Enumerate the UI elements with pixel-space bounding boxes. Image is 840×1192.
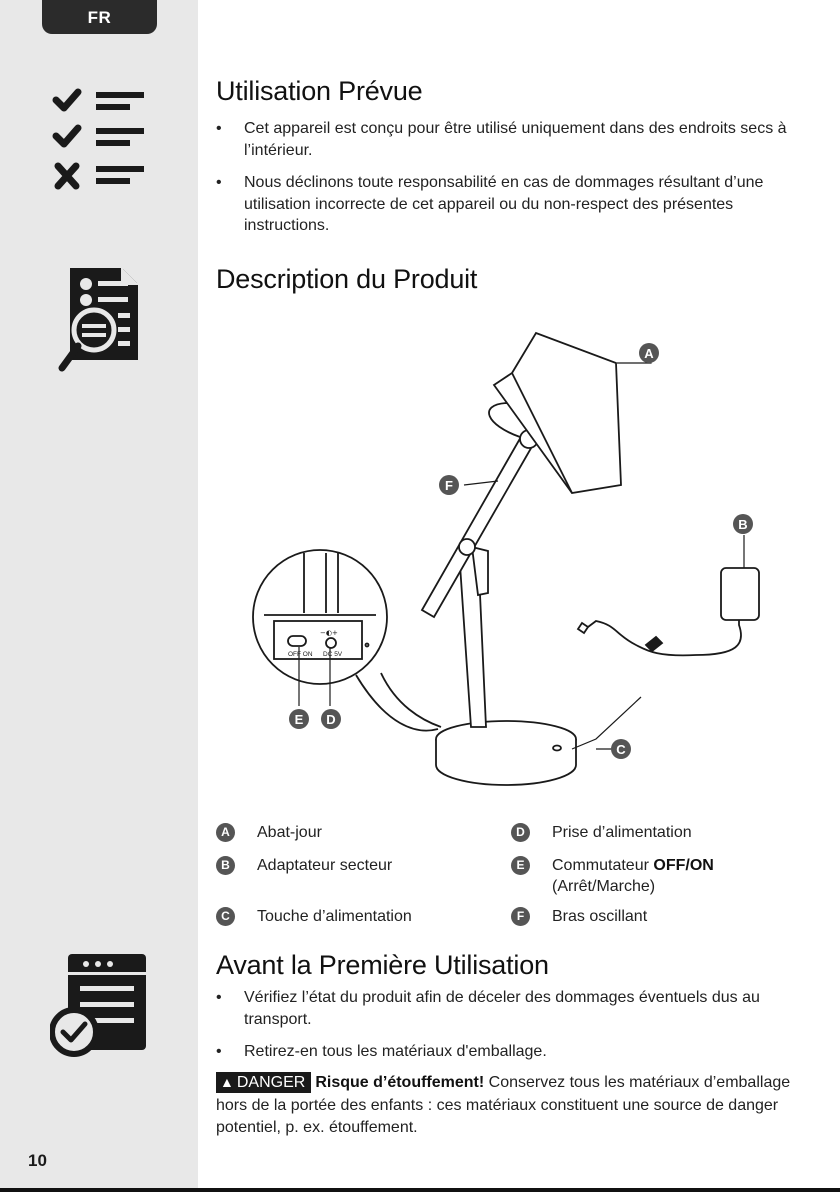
legend-letter: D	[511, 823, 530, 842]
document-search-icon	[58, 266, 142, 372]
legend-letter: E	[511, 856, 530, 875]
bottom-rule	[0, 1188, 840, 1192]
callout-b: B	[738, 517, 748, 532]
danger-badge-label: DANGER	[236, 1074, 306, 1091]
legend-item-b	[216, 855, 392, 876]
callout-e: E	[294, 712, 304, 727]
before-first-use-list	[216, 987, 796, 1074]
legend-label-prefix: Commutateur	[552, 857, 654, 874]
danger-text: Conservez tous les matériaux d’emballage hors de la portée des enfants : ces matériaux constituent une source de danger potentiel, p. ex. étouffement.	[216, 1074, 791, 1136]
callout-a: A	[644, 346, 654, 361]
parts-legend	[216, 820, 806, 935]
danger-title: Risque d’étouffement!	[315, 1074, 485, 1091]
legend-item-f	[511, 906, 647, 927]
legend-label	[552, 855, 714, 897]
callout-c: C	[616, 742, 626, 757]
intended-use-list	[216, 118, 796, 248]
callout-f: F	[445, 478, 453, 493]
checklist-icon	[52, 88, 146, 190]
legend-letter: B	[216, 856, 235, 875]
page-number: 10	[28, 1151, 47, 1170]
document-check-icon	[50, 952, 150, 1058]
list-item: • Retirez-en tous les matériaux d'emballage.	[216, 1041, 796, 1063]
legend-label: Bras oscillant	[552, 908, 648, 925]
polarity-symbol: −◐+	[320, 629, 338, 637]
legend-item-d	[511, 822, 692, 843]
list-item: • Cet appareil est conçu pour être utilisé uniquement dans des endroits secs à l’intérieur.	[216, 118, 796, 161]
heading-intended-use: Utilisation Prévue	[216, 76, 423, 106]
legend-label: Abat-jour	[257, 824, 322, 841]
switch-label: OFF ON	[288, 651, 313, 658]
detail-inset	[253, 550, 387, 684]
legend-item-e	[511, 855, 714, 897]
danger-warning	[216, 1072, 796, 1140]
product-diagram	[216, 325, 796, 805]
legend-label-line2: (Arrêt/Marche)	[552, 878, 656, 895]
heading-before-first-use: Avant la Première Utilisation	[216, 950, 549, 980]
heading-product-description: Description du Produit	[216, 264, 478, 294]
legend-item-a	[216, 822, 322, 843]
legend-item-c	[216, 906, 412, 927]
dc-label: DC 5V	[323, 651, 343, 658]
legend-letter: A	[216, 823, 235, 842]
legend-label: Prise d’alimentation	[552, 824, 692, 841]
list-item: • Nous déclinons toute responsabilité en cas de dommages résultant d’une utilisation incorrecte de cet appareil ou du non-respect des présentes instructions.	[216, 172, 796, 237]
language-tab: FR	[42, 0, 157, 34]
legend-letter: C	[216, 907, 235, 926]
callout-d: D	[326, 712, 336, 727]
legend-label-bold: OFF/ON	[653, 857, 714, 874]
danger-badge	[216, 1072, 311, 1093]
warning-triangle-icon: ▲	[220, 1074, 234, 1090]
legend-letter: F	[511, 907, 530, 926]
power-adapter	[721, 568, 759, 620]
arm-joint	[459, 539, 475, 555]
list-item: • Vérifiez l’état du produit afin de déceler des dommages éventuels dus au transport.	[216, 987, 796, 1030]
legend-label: Adaptateur secteur	[257, 857, 393, 874]
legend-label: Touche d’alimentation	[257, 908, 412, 925]
